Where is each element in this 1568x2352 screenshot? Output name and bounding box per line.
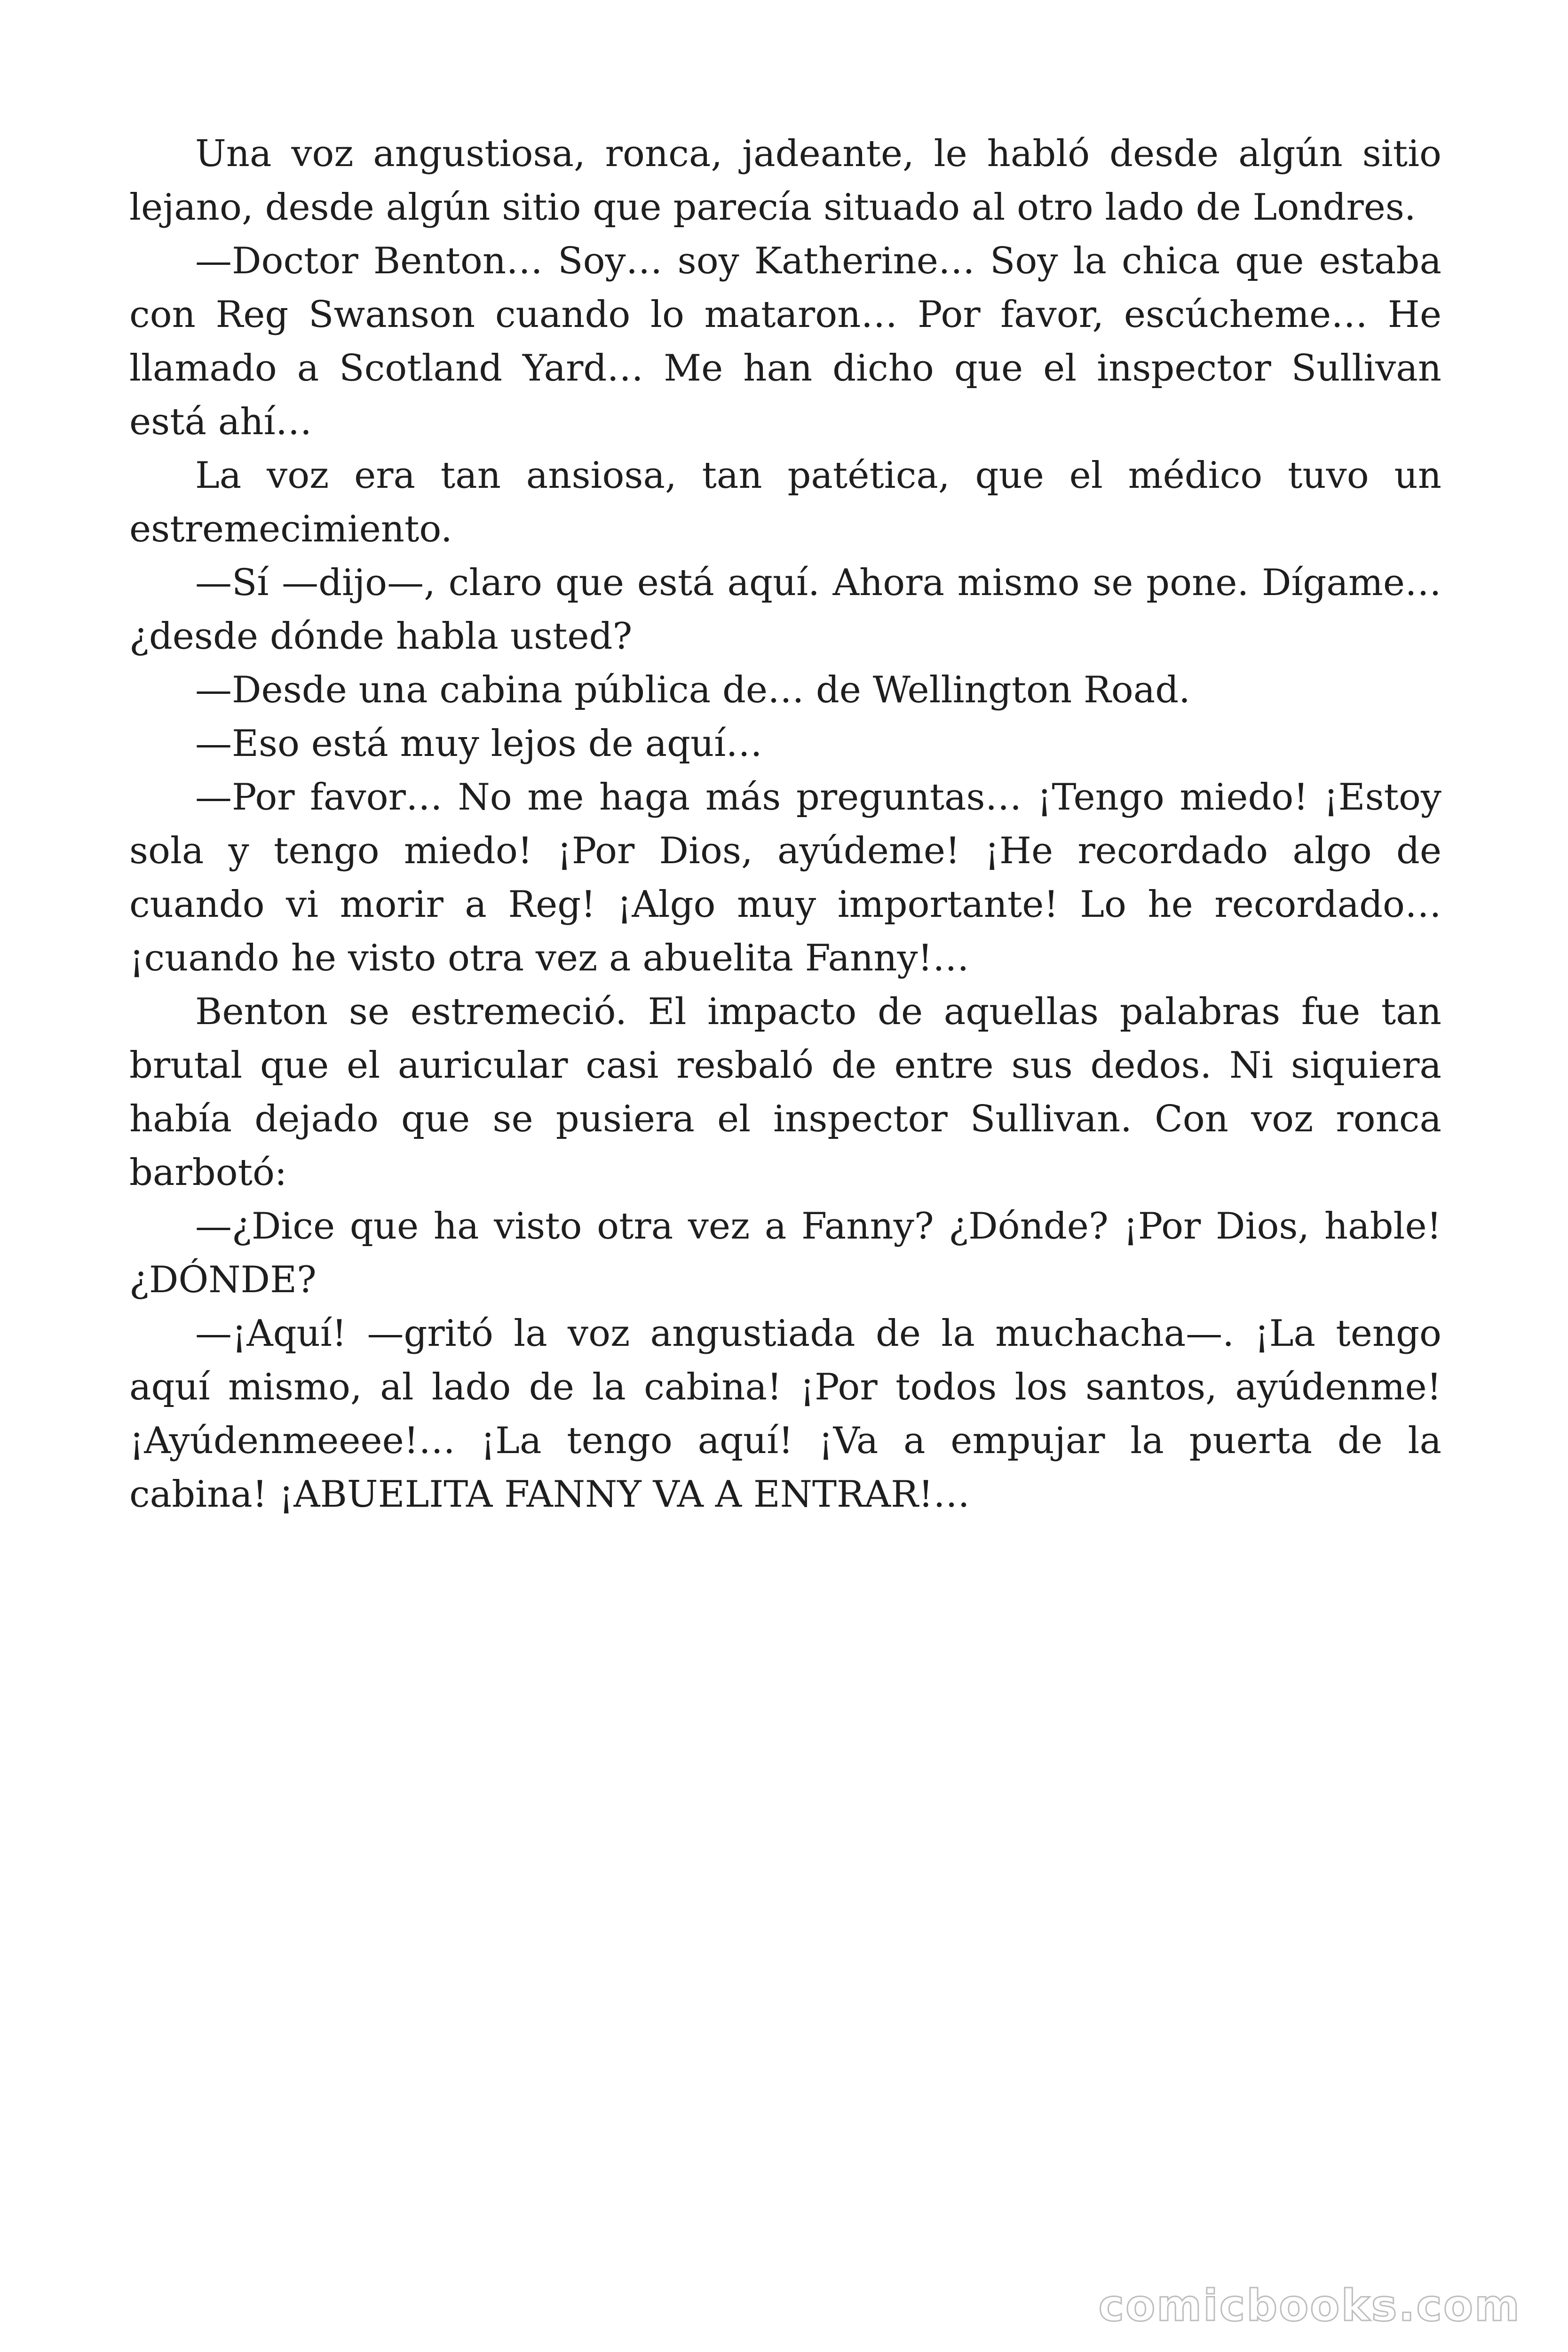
body-text — [129, 127, 1441, 1521]
paragraph-6: —Eso está muy lejos de aquí… — [195, 723, 763, 765]
paragraph-1: Una voz angustiosa, ronca, jadeante, le habló desde algún sitio lejano, desde algún sitio que parecía situado al otro lado de Londres. — [129, 133, 1441, 229]
paragraph-4: —Sí —dijo—, claro que está aquí. Ahora mismo se pone. Dígame… ¿desde dónde habla usted? — [129, 562, 1441, 658]
watermark: comicbooks.com — [1098, 2280, 1521, 2331]
paragraph-9: —¿Dice que ha visto otra vez a Fanny? ¿Dónde? ¡Por Dios, hable! ¿DÓNDE? — [129, 1205, 1441, 1301]
paragraph-5: —Desde una cabina pública de… de Wellington Road. — [195, 669, 1190, 711]
paragraph-2: —Doctor Benton… Soy… soy Katherine… Soy la chica que estaba con Reg Swanson cuando lo mataron… Por favor, escúcheme… He llamado a Scotland Yard… Me han dicho que el inspector Sullivan está ahí… — [129, 240, 1441, 443]
paragraph-8: Benton se estremeció. El impacto de aquellas palabras fue tan brutal que el auricular casi resbaló de entre sus dedos. Ni siquiera había dejado que se pusiera el inspector Sullivan. Con voz ronca barbotó: — [129, 991, 1441, 1194]
paragraph-10: —¡Aquí! —gritó la voz angustiada de la muchacha—. ¡La tengo aquí mismo, al lado de la cabina! ¡Por todos los santos, ayúdenme! ¡Ayúdenmeeee!… ¡La tengo aquí! ¡Va a empujar la puerta de la cabina! ¡ABUELITA FANNY VA A ENTRAR!… — [129, 1312, 1441, 1516]
paragraph-3: La voz era tan ansiosa, tan patética, que el médico tuvo un estremecimiento. — [129, 454, 1441, 550]
paragraph-7: —Por favor… No me haga más preguntas… ¡Tengo miedo! ¡Estoy sola y tengo miedo! ¡Por Dios, ayúdeme! ¡He recordado algo de cuando vi morir a Reg! ¡Algo muy importante! Lo he recordado… ¡cuando he visto otra vez a abuelita Fanny!… — [129, 776, 1441, 979]
